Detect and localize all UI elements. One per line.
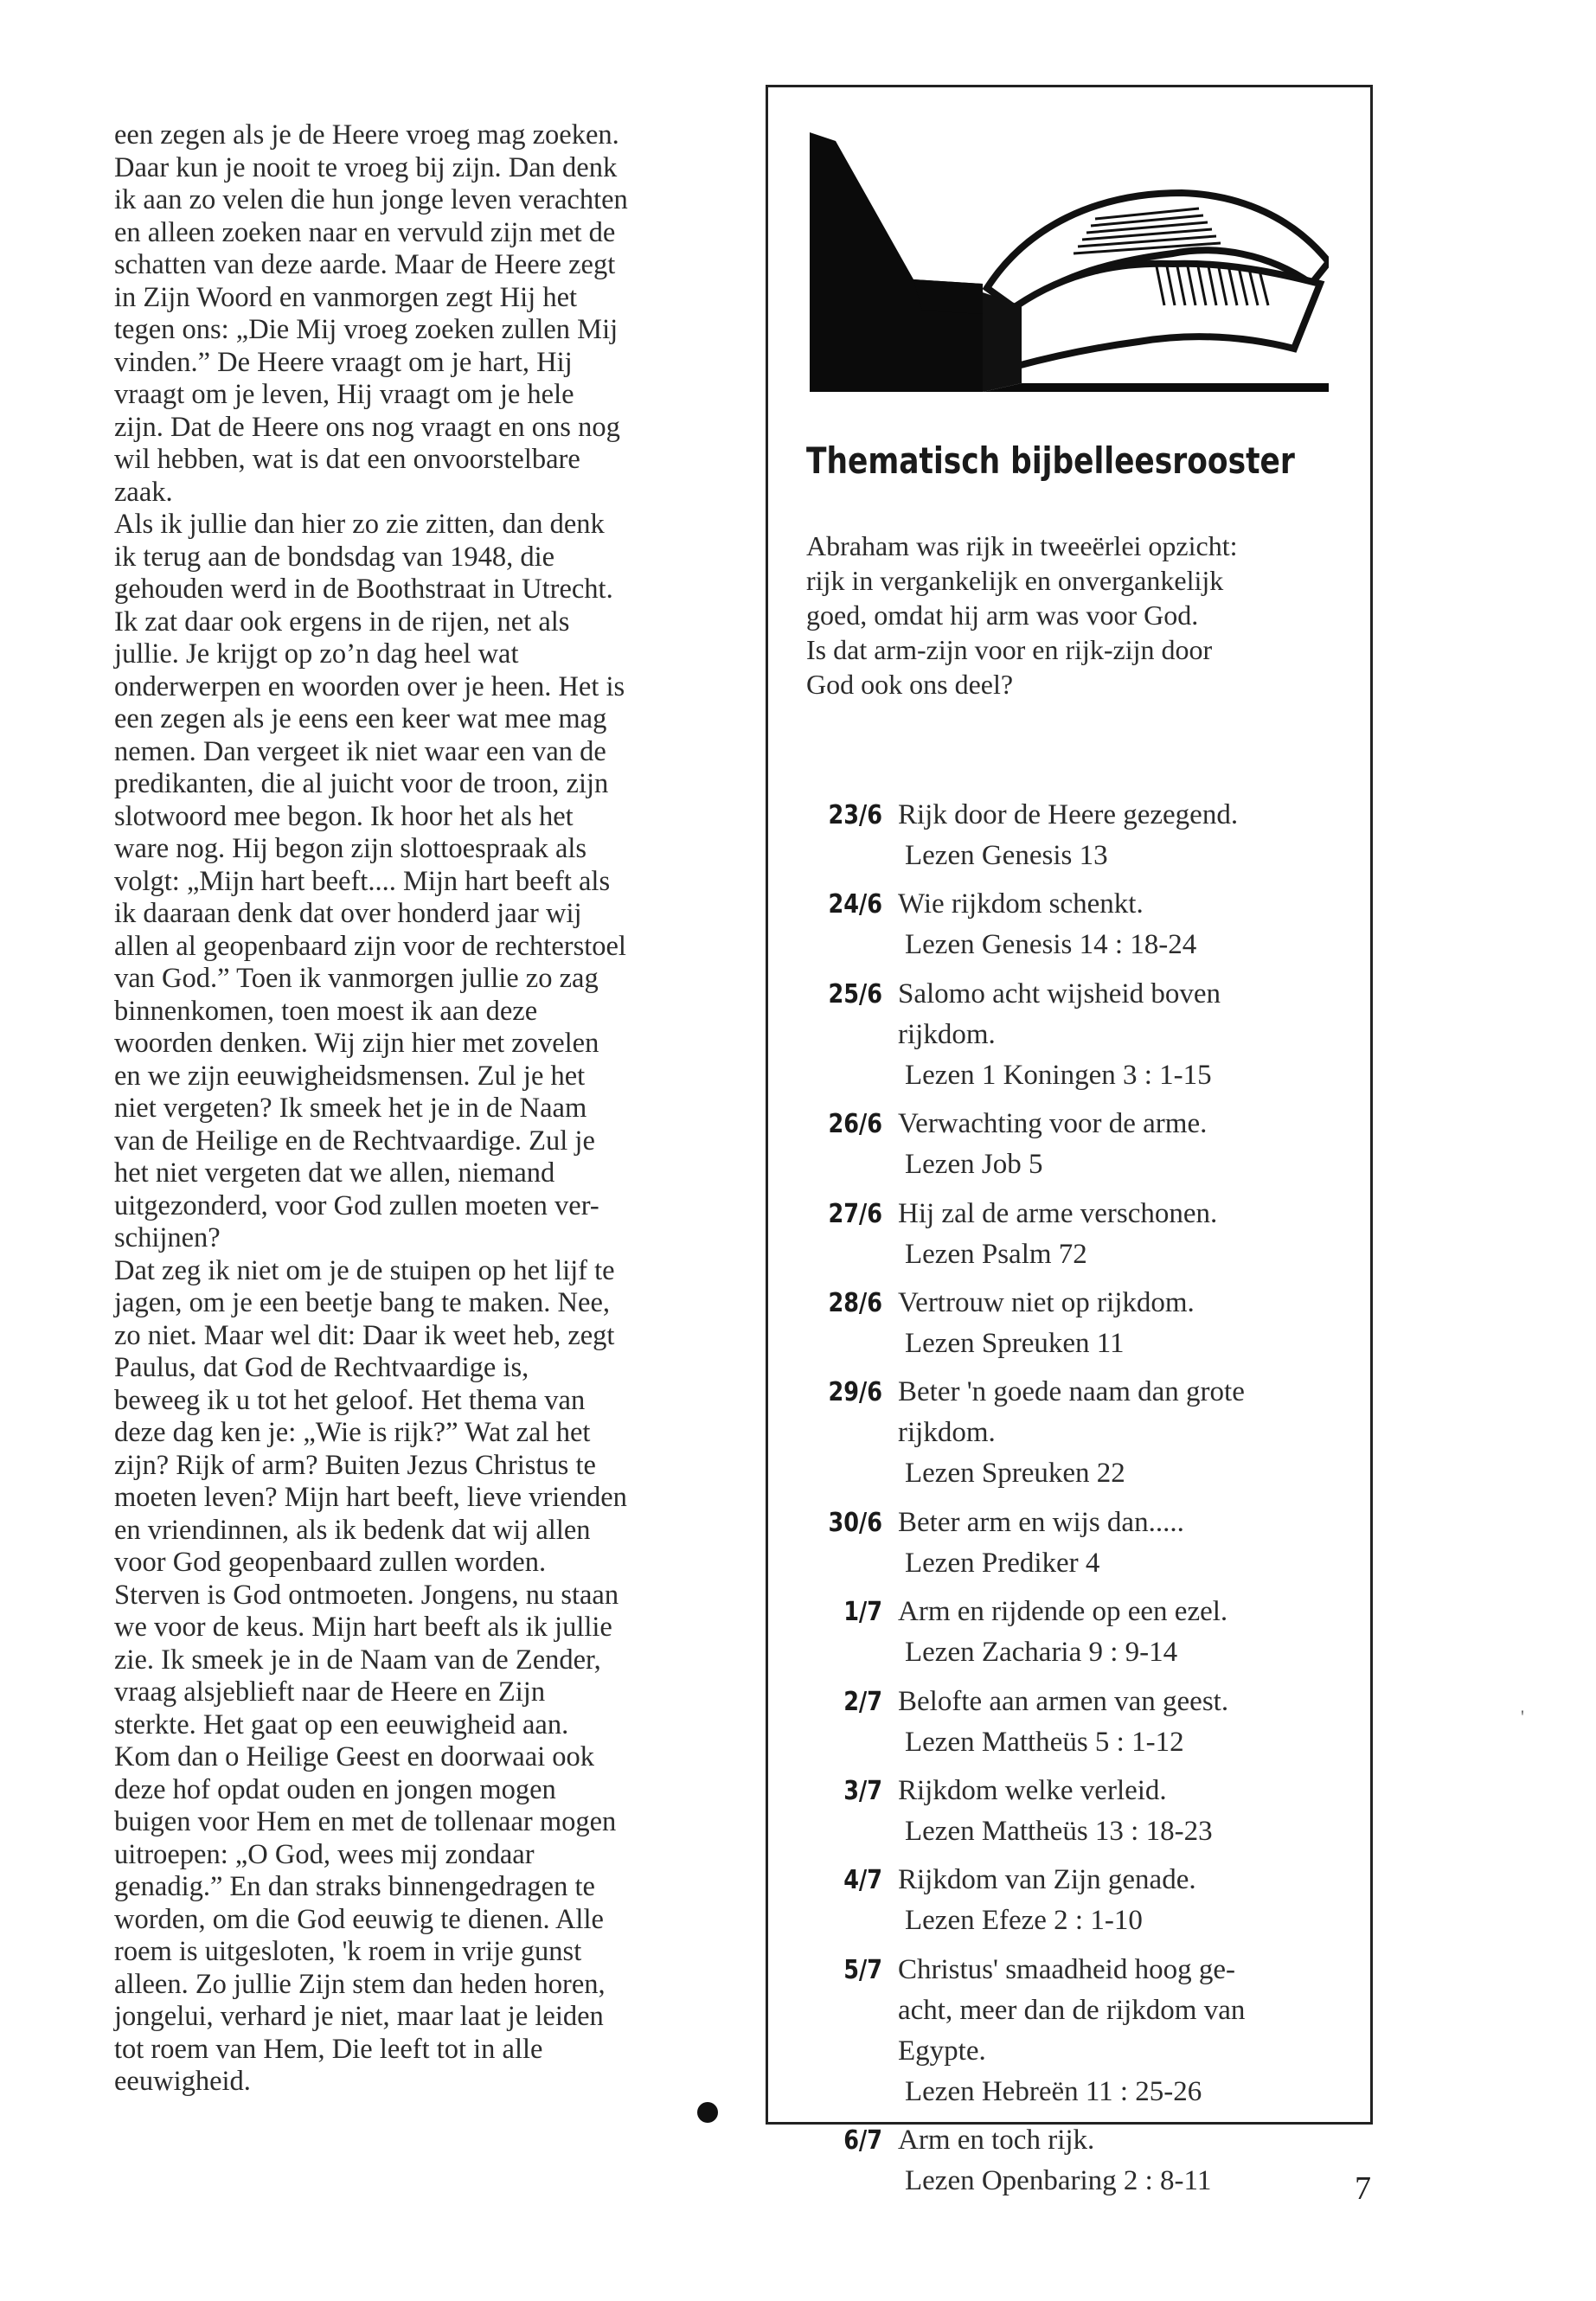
article-line: sterkte. Het gaat op een eeuwigheid aan. bbox=[114, 1708, 569, 1740]
entry-date: 3/7 bbox=[843, 1776, 882, 1806]
entry-reading: Lezen Prediker 4 bbox=[905, 1547, 1100, 1579]
article-line: ik aan zo velen die hun jonge leven verachten bbox=[114, 184, 628, 215]
entry-theme-line: Beter 'n goede naam dan grote bbox=[898, 1376, 1245, 1408]
article-line: van de Heilige en de Rechtvaardige. Zul je bbox=[114, 1125, 595, 1157]
reading-schedule-box bbox=[766, 85, 1373, 2197]
article-line: predikanten, die al juicht voor de troon, zijn bbox=[114, 768, 609, 799]
entry-reading: Lezen Zacharia 9 : 9-14 bbox=[905, 1637, 1178, 1669]
entry-reading: Lezen Genesis 14 : 18-24 bbox=[905, 929, 1197, 961]
entry-theme-line: acht, meer dan de rijkdom van bbox=[898, 1994, 1246, 2026]
entry-reading: Lezen Mattheüs 5 : 1-12 bbox=[905, 1726, 1184, 1758]
entry-date: 30/6 bbox=[828, 1507, 882, 1538]
end-bullet bbox=[697, 2102, 718, 2123]
entry-date: 27/6 bbox=[828, 1198, 882, 1229]
entry-date: 5/7 bbox=[843, 1954, 882, 1985]
article-line: wil hebben, wat is dat een onvoorstelbare bbox=[114, 444, 580, 475]
article-line: eeuwigheid. bbox=[114, 2066, 251, 2097]
article-line: voor God geopenbaard zullen worden. bbox=[114, 1547, 547, 1578]
article-line: en alleen zoeken naar en vervuld zijn met de bbox=[114, 216, 616, 248]
article-line: tot roem van Hem, Die leeft tot in alle bbox=[114, 2033, 543, 2065]
article-line: uitgezonderd, voor God zullen moeten ver- bbox=[114, 1189, 599, 1221]
entry-theme-line: Beter arm en wijs dan..... bbox=[898, 1506, 1184, 1538]
entry-date: 6/7 bbox=[843, 2125, 882, 2157]
intro-line: goed, omdat hij arm was voor God. bbox=[806, 599, 1199, 631]
article-line: Sterven is God ontmoeten. Jongens, nu staan bbox=[114, 1579, 619, 1611]
entry-text bbox=[898, 1194, 1365, 1275]
entry-text bbox=[898, 1503, 1365, 1584]
article-line: onderwerpen en woorden over je heen. Het is bbox=[114, 670, 625, 702]
intro-line: Is dat arm-zijn voor en rijk-zijn door bbox=[806, 634, 1213, 665]
entry-text bbox=[898, 884, 1365, 965]
entry-theme-line: rijkdom. bbox=[898, 1417, 996, 1449]
entry-theme-line: Hij zal de arme verschonen. bbox=[898, 1197, 1218, 1229]
page-number: 7 bbox=[1355, 2170, 1371, 2207]
entry-theme-line: Arm en rijdende op een ezel. bbox=[898, 1596, 1228, 1628]
entry-reading: Lezen Efeze 2 : 1-10 bbox=[905, 1905, 1143, 1937]
entry-theme-line: Rijkdom van Zijn genade. bbox=[898, 1864, 1196, 1896]
article-line: zie. Ik smeek je in de Naam van de Zender, bbox=[114, 1644, 601, 1676]
entry-theme-line: Egypte. bbox=[898, 2035, 986, 2067]
article-line: allen al geopenbaard zijn voor de rechterstoel bbox=[114, 930, 626, 962]
entry-reading: Lezen Spreuken 11 bbox=[905, 1328, 1125, 1359]
entry-theme-line: Verwachting voor de arme. bbox=[898, 1108, 1208, 1140]
margin-mark: ' bbox=[1521, 1706, 1524, 1727]
entry-theme-line: Christus' smaadheid hoog ge- bbox=[898, 1953, 1235, 1985]
article-line: Als ik jullie dan hier zo zie zitten, dan denk bbox=[114, 509, 605, 540]
schedule-title: Thematisch bijbelleesrooster bbox=[806, 439, 1295, 482]
entry-reading: Lezen Job 5 bbox=[905, 1149, 1043, 1181]
entry-theme-line: Belofte aan armen van geest. bbox=[898, 1685, 1229, 1717]
article-line: binnenkomen, toen moest ik aan deze bbox=[114, 995, 538, 1027]
intro-line: rijk in vergankelijk en onvergankelijk bbox=[806, 565, 1224, 596]
article-column bbox=[114, 119, 737, 2099]
article-line: gehouden werd in de Boothstraat in Utrecht. bbox=[114, 574, 613, 605]
entry-theme-line: Rijkdom welke verleid. bbox=[898, 1775, 1167, 1806]
article-line: worden, om die God eeuwig te dienen. Alle bbox=[114, 1903, 604, 1935]
article-line: moeten leven? Mijn hart beeft, lieve vrienden bbox=[114, 1482, 627, 1513]
article-line: deze dag ken je: „Wie is rijk?” Wat zal het bbox=[114, 1417, 591, 1448]
entry-reading: Lezen Mattheüs 13 : 18-23 bbox=[905, 1816, 1213, 1847]
intro-line: God ook ons deel? bbox=[806, 669, 1014, 700]
entry-text bbox=[898, 974, 1365, 1096]
entry-theme-line: rijkdom. bbox=[898, 1018, 996, 1050]
entry-date: 24/6 bbox=[828, 889, 882, 920]
entry-date: 29/6 bbox=[828, 1377, 882, 1408]
article-line: een zegen als je de Heere vroeg mag zoeken. bbox=[114, 119, 619, 151]
article-line: ware nog. Hij begon zijn slottoespraak als bbox=[114, 833, 587, 864]
article-line: zo niet. Maar wel dit: Daar ik weet heb, zegt bbox=[114, 1319, 615, 1351]
entry-text bbox=[898, 795, 1365, 876]
entry-reading: Lezen Spreuken 22 bbox=[905, 1458, 1125, 1490]
article-line: zaak. bbox=[114, 476, 173, 508]
article-line: Ik zat daar ook ergens in de rijen, net als bbox=[114, 606, 570, 638]
entry-reading: Lezen Genesis 13 bbox=[905, 840, 1108, 871]
entry-date: 25/6 bbox=[828, 978, 882, 1009]
article-line: schatten van deze aarde. Maar de Heere zegt bbox=[114, 249, 616, 280]
article-line: jagen, om je een beetje bang te maken. Nee, bbox=[114, 1287, 611, 1318]
schedule-intro bbox=[806, 529, 1343, 702]
entry-text bbox=[898, 1860, 1365, 1941]
entry-theme-line: Arm en toch rijk. bbox=[898, 2125, 1095, 2157]
article-line: schijnen? bbox=[114, 1222, 221, 1253]
article-line: we voor de keus. Mijn hart beeft als ik jullie bbox=[114, 1612, 612, 1643]
article-line: genadig.” En dan straks binnengedragen te bbox=[114, 1871, 595, 1902]
article-line: ik daaraan denk dat over honderd jaar wij bbox=[114, 898, 582, 929]
entry-reading: Lezen Openbaring 2 : 8-11 bbox=[905, 2165, 1212, 2197]
entry-text bbox=[898, 1682, 1365, 1763]
entry-theme-line: Rijk door de Heere gezegend. bbox=[898, 799, 1239, 830]
article-line: ik terug aan de bondsdag van 1948, die bbox=[114, 541, 555, 573]
article-line: buigen voor Hem en met de tollenaar mogen bbox=[114, 1806, 617, 1837]
article-line: woorden denken. Wij zijn hier met zovelen bbox=[114, 1028, 599, 1059]
article-line: nemen. Dan vergeet ik niet waar een van de bbox=[114, 735, 606, 767]
entry-reading: Lezen Hebreën 11 : 25-26 bbox=[905, 2075, 1202, 2107]
entry-date: 4/7 bbox=[843, 1865, 882, 1896]
article-line: Dat zeg ik niet om je de stuipen op het lijf te bbox=[114, 1254, 615, 1286]
entry-text bbox=[898, 1771, 1365, 1852]
entry-text bbox=[898, 1104, 1365, 1185]
entry-theme-line: Wie rijkdom schenkt. bbox=[898, 888, 1144, 920]
entry-date: 28/6 bbox=[828, 1288, 882, 1318]
article-line: en we zijn eeuwigheidsmensen. Zul je het bbox=[114, 1060, 586, 1092]
article-line: jullie. Je krijgt op zo’n dag heel wat bbox=[114, 638, 519, 670]
article-line: Daar kun je nooit te vroeg bij zijn. Dan denk bbox=[114, 151, 618, 183]
entry-reading: Lezen Psalm 72 bbox=[905, 1238, 1087, 1270]
open-bible-icon bbox=[810, 132, 1329, 392]
entry-text bbox=[898, 1592, 1365, 1673]
entry-text bbox=[898, 2120, 1365, 2202]
article-line: beweeg ik u tot het geloof. Het thema van bbox=[114, 1384, 586, 1416]
article-line: uitroepen: „O God, wees mij zondaar bbox=[114, 1838, 535, 1870]
article-line: van God.” Toen ik vanmorgen jullie zo zag bbox=[114, 963, 599, 994]
entry-date: 26/6 bbox=[828, 1109, 882, 1140]
article-line: Paulus, dat God de Rechtvaardige is, bbox=[114, 1352, 529, 1383]
article-line: niet vergeten? Ik smeek het je in de Naam bbox=[114, 1093, 587, 1124]
entry-theme-line: Vertrouw niet op rijkdom. bbox=[898, 1287, 1195, 1318]
article-line: en vriendinnen, als ik bedenk dat wij allen bbox=[114, 1514, 591, 1546]
article-line: zijn. Dat de Heere ons nog vraagt en ons nog bbox=[114, 411, 620, 443]
entry-date: 23/6 bbox=[828, 800, 882, 830]
article-line: jongelui, verhard je niet, maar laat je leiden bbox=[114, 2001, 604, 2032]
entry-text bbox=[898, 1950, 1365, 2112]
article-line: het niet vergeten dat we allen, niemand bbox=[114, 1157, 555, 1189]
article-line: deze hof opdat ouden en jongen mogen bbox=[114, 1773, 556, 1805]
article-line: roem is uitgesloten, 'k roem in vrije gunst bbox=[114, 1936, 582, 1967]
article-line: vinden.” De Heere vraagt om je hart, Hij bbox=[114, 346, 573, 378]
article-line: vraagt om je leven, Hij vraagt om je hele bbox=[114, 379, 574, 410]
article-line: tegen ons: „Die Mij vroeg zoeken zullen Mij bbox=[114, 314, 619, 345]
entry-date: 2/7 bbox=[843, 1686, 882, 1717]
article-line: volgt: „Mijn hart beeft.... Mijn hart beeft als bbox=[114, 865, 611, 897]
article-line: alleen. Zo jullie Zijn stem dan heden horen, bbox=[114, 1968, 606, 2000]
intro-line: Abraham was rijk in tweeërlei opzicht: bbox=[806, 530, 1238, 561]
article-line: zijn? Rijk of arm? Buiten Jezus Christus te bbox=[114, 1449, 596, 1481]
entry-text bbox=[898, 1283, 1365, 1364]
entry-reading: Lezen 1 Koningen 3 : 1-15 bbox=[905, 1059, 1212, 1091]
article-line: vraag alsjeblieft naar de Heere en Zijn bbox=[114, 1676, 546, 1708]
entry-theme-line: Salomo acht wijsheid boven bbox=[898, 977, 1221, 1009]
entry-date: 1/7 bbox=[843, 1597, 882, 1628]
article-line: slotwoord mee begon. Ik hoor het als het bbox=[114, 800, 574, 832]
entry-text bbox=[898, 1372, 1365, 1494]
article-line: in Zijn Woord en vanmorgen zegt Hij het bbox=[114, 281, 578, 313]
article-line: Kom dan o Heilige Geest en doorwaai ook bbox=[114, 1741, 595, 1772]
article-line: een zegen als je eens een keer wat mee mag bbox=[114, 703, 607, 734]
